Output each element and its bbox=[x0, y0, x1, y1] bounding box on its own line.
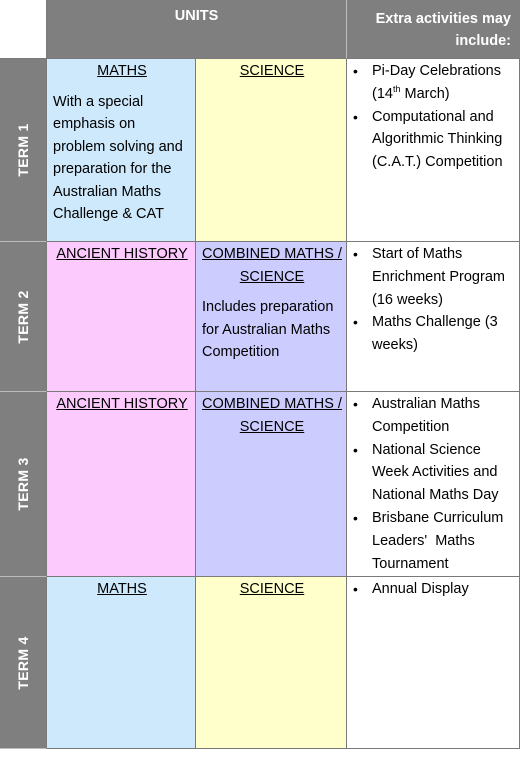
term-3-label: TERM 3 bbox=[15, 457, 31, 511]
term-2-extras-list bbox=[347, 242, 519, 357]
list-item: • Maths Challenge (3 weeks) bbox=[372, 311, 513, 357]
term-3-unit-b-title: COMBINED MATHS / SCIENCE bbox=[202, 396, 342, 435]
term-3-extras-cell bbox=[347, 392, 520, 577]
list-item: • Annual Display bbox=[372, 578, 513, 601]
term-2-extras-cell bbox=[347, 242, 520, 392]
term-4-extras-cell bbox=[347, 577, 520, 749]
term-4-science-cell bbox=[196, 577, 347, 749]
extra-activities-header-label: Extra activities may include: bbox=[375, 11, 511, 49]
term-1-extras-list bbox=[347, 59, 519, 174]
term-1-unit-a-title: MATHS bbox=[97, 63, 147, 79]
units-header bbox=[47, 0, 347, 59]
list-item: • Computational and Algorithmic Thinking (C.A.T.) Competition bbox=[372, 106, 513, 174]
term-1-maths-cell bbox=[47, 59, 196, 242]
term-4-extras-list bbox=[347, 577, 519, 601]
term-3-ancient-history-cell bbox=[47, 392, 196, 577]
term-4-unit-b-title: SCIENCE bbox=[239, 581, 305, 597]
term-4-unit-a-title: MATHS bbox=[97, 581, 147, 597]
term-2-unit-b-title: COMBINED MATHS / SCIENCE bbox=[202, 246, 342, 285]
term-4-maths-cell bbox=[47, 577, 196, 749]
units-header-label: UNITS bbox=[174, 8, 219, 24]
term-1-science-cell bbox=[196, 59, 347, 242]
term-4-label: TERM 4 bbox=[15, 635, 31, 690]
term-1-label: TERM 1 bbox=[15, 123, 31, 177]
list-item: • Australian Maths Competition bbox=[372, 393, 513, 439]
list-item: • Brisbane Curriculum Leaders' Maths Tournament bbox=[372, 507, 513, 575]
extra-activities-header bbox=[347, 0, 520, 59]
term-1-unit-a-note: With a special emphasis on problem solving and preparation for the Australian Maths Challenge & CAT bbox=[53, 93, 183, 222]
term-2-unit-b-note: Includes preparation for Australian Maths Competition bbox=[202, 299, 334, 360]
term-1-extras-cell bbox=[347, 59, 520, 242]
term-2-label: TERM 2 bbox=[15, 289, 31, 344]
term-2-ancient-history-cell bbox=[47, 242, 196, 392]
term-1-label-cell bbox=[0, 59, 47, 242]
term-3-label-cell bbox=[0, 392, 47, 577]
term-2-combined-cell bbox=[196, 242, 347, 392]
term-3-extras-list bbox=[347, 392, 519, 575]
term-4-label-cell bbox=[0, 577, 47, 749]
term-2-label-cell bbox=[0, 242, 47, 392]
term-3-unit-a-title: ANCIENT HISTORY bbox=[56, 396, 188, 412]
list-item: • Start of Maths Enrichment Program (16 weeks) bbox=[372, 243, 513, 311]
list-item: • National Science Week Activities and National Maths Day bbox=[372, 439, 513, 507]
corner-cell bbox=[0, 0, 47, 59]
list-item: • Pi-Day Celebrations (14th March) bbox=[372, 60, 513, 106]
term-1-unit-b-title: SCIENCE bbox=[239, 63, 305, 79]
term-3-combined-cell bbox=[196, 392, 347, 577]
term-2-unit-a-title: ANCIENT HISTORY bbox=[56, 246, 188, 262]
